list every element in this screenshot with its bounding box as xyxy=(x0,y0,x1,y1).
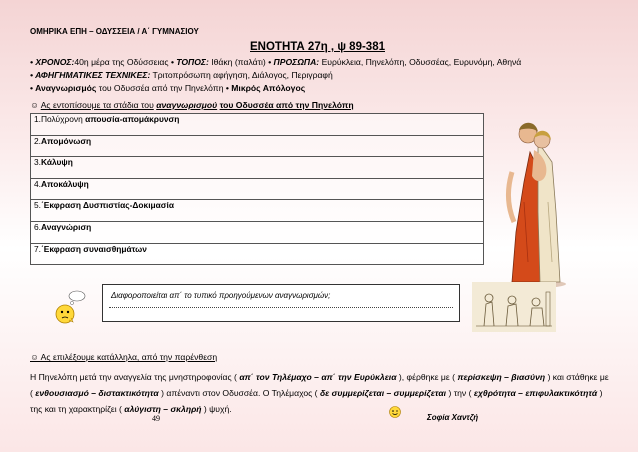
stages-table xyxy=(30,113,484,265)
winking-face-icon xyxy=(389,406,401,418)
answer-line[interactable] xyxy=(109,307,453,308)
fill-in-paragraph: Η Πηνελόπη μετά την αναγγελία της μνηστηροφονίας ( απ΄ τον Τηλέμαχο – απ΄ την Ευρύκλεια ), φέρθηκε με ( περίσκεψη – βιασύνη ) και στάθηκε με ( ενθουσιασμό – διστακτικότητα ) απέναντι στον Οδυσσέα. Ο Τηλέμαχος ( δε συμμερίζεται – συμμερίζεται ) την ( εχθρότητα – επιφυλακτικότητά ) της και τη χαρακτηρίζει ( αλύγιστη – σκληρή ) ψυχή. xyxy=(30,372,609,414)
stage-cell[interactable]: 7.΄Εκφραση συναισθημάτων xyxy=(31,243,484,265)
chronos-value: 40η μέρα της Οδύσσειας xyxy=(74,57,169,67)
ancient-scene-illustration xyxy=(472,282,556,332)
technikes-label: • ΑΦΗΓΗΜΑΤΙΚΕΣ ΤΕΧΝΙΚΕΣ: xyxy=(30,70,151,80)
choice-option[interactable]: εχθρότητα – επιφυλακτικότητά xyxy=(473,388,598,398)
stage-cell[interactable]: 4.Αποκάλυψη xyxy=(31,178,484,200)
table-row xyxy=(31,157,484,179)
task-1-heading xyxy=(30,100,354,110)
smiley-icon: ☺ xyxy=(30,100,39,110)
stage-cell[interactable]: 2.Απομόνωση xyxy=(31,135,484,157)
task-2-heading: ☺ Ας επιλέξουμε κατάλληλα, από την παρένθεση xyxy=(30,352,218,362)
question-text: Διαφοροποιείται απ΄ το τυπικό προηγούμενων αναγνωρισμών; xyxy=(111,291,331,300)
stage-cell[interactable]: 6.Αναγνώριση xyxy=(31,221,484,243)
table-row xyxy=(31,135,484,157)
choice-option[interactable]: δε συμμερίζεται – συμμερίζεται xyxy=(319,388,447,398)
prosopa-label: • ΠΡΟΣΩΠΑ: xyxy=(268,57,320,67)
question-box[interactable] xyxy=(102,284,460,322)
author-name: Σοφία Χαντζή xyxy=(427,413,479,422)
prosopa-value: Ευρύκλεια, Πηνελόπη, Οδυσσέας, Ευρυνόμη, Αθηνά xyxy=(321,57,522,67)
topos-value: Ιθάκη (παλάτι) xyxy=(211,57,266,67)
embracing-couple-illustration xyxy=(494,112,578,290)
task-1-suffix: του Οδυσσέα από την Πηνελόπη xyxy=(219,100,354,110)
info-line-1 xyxy=(30,57,521,67)
stage-cell[interactable]: 5.΄Εκφραση Δυσπιστίας-Δοκιμασία xyxy=(31,200,484,222)
table-row xyxy=(31,178,484,200)
choice-option[interactable]: αλύγιστη – σκληρή xyxy=(124,404,202,414)
thinking-face-icon xyxy=(55,290,89,326)
choice-option[interactable]: απ΄ τον Τηλέμαχο – απ΄ την Ευρύκλεια xyxy=(239,372,397,382)
technikes-value: Τριτοπρόσωπη αφήγηση, Διάλογος, Περιγραφή xyxy=(152,70,333,80)
topos-label: • ΤΟΠΟΣ: xyxy=(170,57,209,67)
table-row xyxy=(31,221,484,243)
choice-option[interactable]: ενθουσιασμό – διστακτικότητα xyxy=(35,388,159,398)
page-title: ΕΝΟΤΗΤΑ 27η , ψ 89-381 xyxy=(250,41,385,53)
table-row xyxy=(31,114,484,136)
task-1-emphasis: αναγνωρισμού xyxy=(156,100,218,110)
choice-option[interactable]: περίσκεψη – βιασύνη xyxy=(457,372,546,382)
anagnorismos-label: • Αναγνωρισμός xyxy=(30,83,97,93)
apologos-label: • Μικρός Απόλογος xyxy=(225,83,306,93)
stage-cell[interactable]: 1.Πολύχρονη απουσία-απομάκρυνση xyxy=(31,114,484,136)
task-1-prefix: Ας εντοπίσουμε τα στάδια του xyxy=(40,100,154,110)
stage-cell[interactable]: 3.Κάλυψη xyxy=(31,157,484,179)
page-number: 49 xyxy=(152,414,160,423)
table-row xyxy=(31,200,484,222)
anagnorismos-value: του Οδυσσέα από την Πηνελόπη xyxy=(98,83,224,93)
chronos-label: • ΧΡΟΝΟΣ: xyxy=(30,57,75,67)
info-line-2 xyxy=(30,70,333,80)
page-header: ΟΜΗΡΙΚΑ ΕΠΗ – ΟΔΥΣΣΕΙΑ / Α΄ ΓΥΜΝΑΣΙΟΥ xyxy=(30,27,199,36)
info-line-3 xyxy=(30,83,305,93)
table-row xyxy=(31,243,484,265)
